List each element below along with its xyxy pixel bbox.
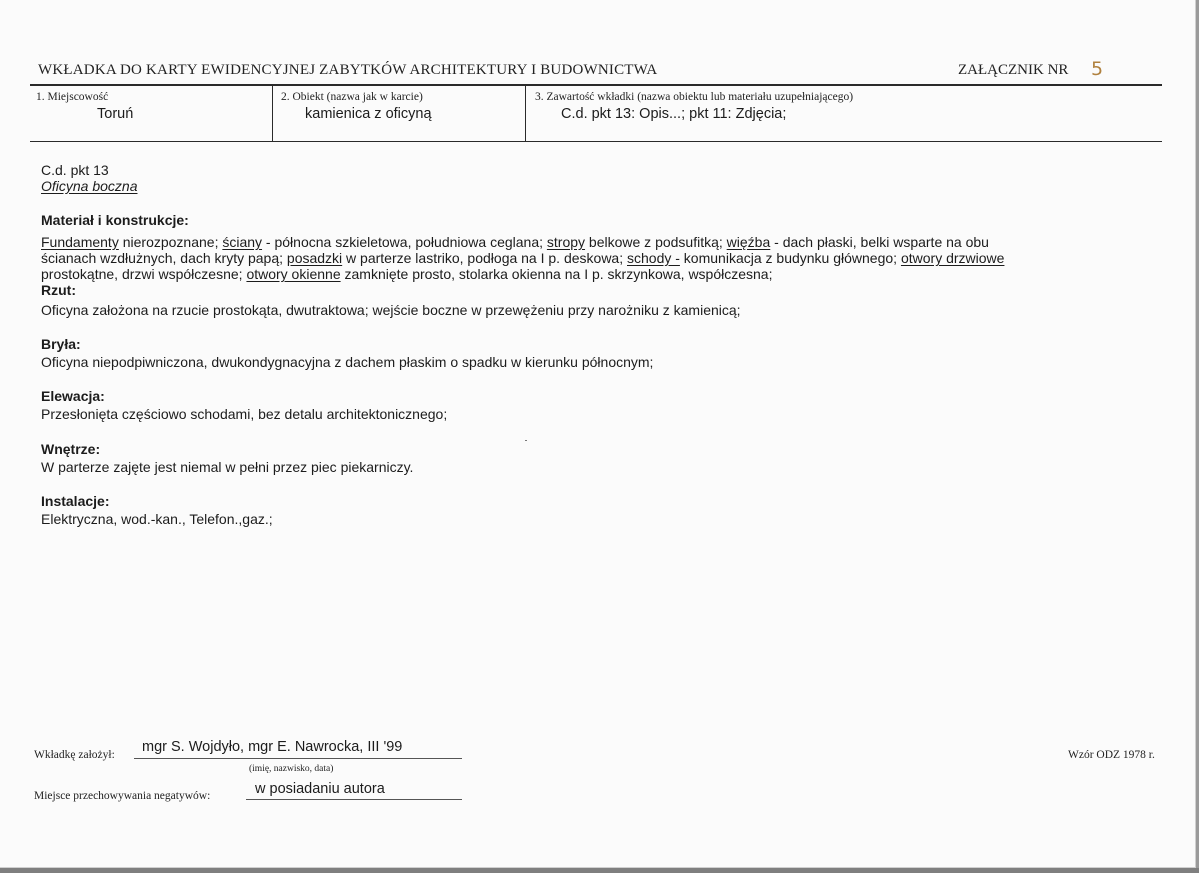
material-text: ścianach wzdłużnych, dach kryty papą; — [41, 250, 287, 266]
locality-value: Toruń — [97, 106, 134, 122]
author-label: Wkładkę założył: — [34, 749, 115, 761]
plan-heading: Rzut: — [41, 282, 76, 298]
material-text: nierozpoznane; — [118, 234, 223, 250]
material-line-1 — [41, 234, 1161, 250]
massing-heading: Bryła: — [41, 336, 81, 352]
material-paragraph — [41, 234, 1161, 282]
massing-text: Oficyna niepodpiwniczona, dwukondygnacyjna z dachem płaskim o spadku w kierunku północnym; — [41, 354, 654, 370]
author-hint: (imię, nazwisko, data) — [249, 764, 334, 774]
paper-speck — [525, 440, 527, 441]
term-posadzki: posadzki — [286, 250, 343, 266]
term-sciany: ściany — [222, 234, 263, 250]
material-text: w parterze lastriko, podłoga na I p. deskowa; — [342, 250, 627, 266]
interior-heading: Wnętrze: — [41, 441, 101, 457]
object-label: 2. Obiekt (nazwa jak w karcie) — [281, 91, 423, 103]
material-text: komunikacja z budynku głównego; — [679, 250, 901, 266]
field-divider-1 — [272, 86, 273, 142]
storage-line — [246, 799, 462, 800]
material-line-2 — [41, 250, 1161, 266]
header-rule — [30, 84, 1162, 86]
term-fundamenty: Fundamenty — [41, 234, 119, 250]
contents-label: 3. Zawartość wkładki (nazwa obiektu lub materiału uzupełniającego) — [535, 91, 854, 103]
scan-edge-bottom — [0, 868, 1199, 873]
material-heading: Materiał i konstrukcje: — [41, 212, 189, 228]
elevation-heading: Elewacja: — [41, 388, 105, 404]
term-wiezba: więźba — [726, 234, 771, 250]
material-text: - dach płaski, belki wsparte na obu — [770, 234, 989, 250]
term-otwory-drzwiowe: otwory drzwiowe — [900, 250, 1005, 266]
locality-label: 1. Miejscowość — [36, 91, 109, 103]
installations-text: Elektryczna, wod.-kan., Telefon.,gaz.; — [41, 511, 273, 527]
term-schody: schody - — [627, 250, 680, 266]
storage-label: Miejsce przechowywania negatywów: — [34, 790, 211, 802]
installations-heading: Instalacje: — [41, 493, 110, 509]
author-line — [134, 758, 462, 759]
form-code: Wzór ODZ 1978 r. — [1068, 749, 1155, 761]
material-text: zamknięte prosto, stolarka okienna na I p. skrzynkowa, współczesna; — [340, 266, 773, 282]
field-divider-2 — [525, 86, 526, 142]
term-otwory-okienne: otwory okienne — [246, 266, 341, 282]
section-subtitle: Oficyna boczna — [41, 178, 138, 194]
material-line-3 — [41, 266, 1161, 282]
term-stropy: stropy — [546, 234, 586, 250]
plan-text: Oficyna założona na rzucie prostokąta, dwutraktowa; wejście boczne w przewężeniu przy narożniku z kamienicą; — [41, 302, 741, 318]
form-title: WKŁADKA DO KARTY EWIDENCYJNEJ ZABYTKÓW ARCHITEKTURY I BUDOWNICTWA — [38, 62, 658, 78]
author-value: mgr S. Wojdyło, mgr E. Nawrocka, III '99 — [142, 739, 403, 755]
material-text: prostokątne, drzwi współczesne; — [41, 266, 247, 282]
elevation-text: Przesłonięta częściowo schodami, bez detalu architektonicznego; — [41, 406, 448, 422]
intro-line: C.d. pkt 13 — [41, 162, 109, 178]
object-value: kamienica z oficyną — [305, 106, 432, 122]
material-text: belkowe z podsufitką; — [585, 234, 727, 250]
interior-text: W parterze zajęte jest niemal w pełni przez piec piekarniczy. — [41, 459, 414, 475]
storage-value: w posiadaniu autora — [255, 781, 385, 797]
material-text: - północna szkieletowa, południowa ceglana; — [262, 234, 547, 250]
annex-label: ZAŁĄCZNIK NR — [958, 62, 1069, 78]
contents-value: C.d. pkt 13: Opis...; pkt 11: Zdjęcia; — [561, 106, 787, 122]
annex-number: 5 — [1091, 58, 1104, 80]
fields-rule — [30, 141, 1162, 142]
